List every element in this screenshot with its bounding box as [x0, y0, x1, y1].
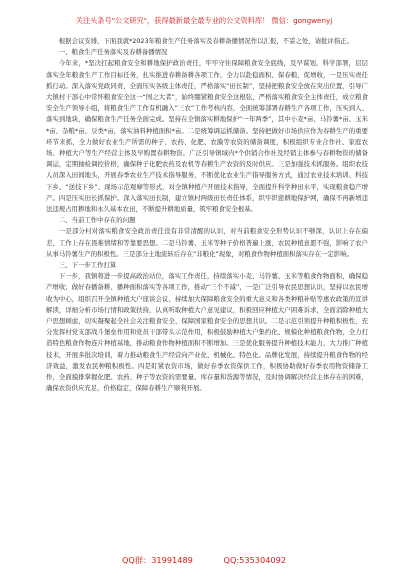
section-3-paragraph: 下一步，我镇将进一步提高政治站位，落实工作责任，持续落实小麦、马铃薯、玉米等粮食作物面积，确保稳产增收；做好春播备耕、播种面积落实等各项工作，推动“三个不减”，一是广泛引导农民思想认识，坚持以农民增收为中心，组织召开全镇种植大户座谈会议，持续加大保障粮食安全的重大意义和各类种粮补贴等惠农政策的宣讲解读，详细分析市场行情和政策扶持，认真听取种植大户意见建议，积极回应种植大户困难诉求，全面消除种植大户思想顾虑，切实凝聚起全社会关注粮食安全、保障国家粮食安全的思想共识。二是示范引领提升种粮积极性，充分发挥村党支部战斗堡垒作用和党员干部带头示范作用，积极鼓励种植大户集约化、规模化种植粮食作物，全力打造特色粮食作物连片种植基地，推动粮食作物种植面积不断增加。三是优化服务提升种植技术能力，大力推广种植技术，开展多批次培训，着力推动粮食生产经营向产业化、机械化、特色化、品牌化发展，持续提升粮食作物的经济效益，激发农民种粮积极性。四是盯紧农资市场，做好春季农资保供工作，积极协助做好春季农用物资储备工作，全面摸排掌握化肥、农药、种子等农资的需要量、库存量和货源等情况，及时协调解决经营主体存在的困难，确保农资供应充足，价格稳定，保障春耕生产顺利开展。 — [46, 272, 368, 393]
section-2-paragraph: 一是部分村对落实粮食安全政治责任没有非常清醒的认识，对当前粮食安全形势认识不够深，认识上存在偏差，工作上存在畏难情绪和等靠要思想。二是马铃薯、玉米等种子价格普遍上涨，农民种植意愿不强，影响了农户从事马铃薯生产的积极性。三是部分土地流转后存在“非粮化”现象，对粮食作物种植面积落实存在一定影响。 — [46, 227, 368, 258]
section-heading-1: 一、粮食生产任务落实及春耕备播情况 — [58, 48, 168, 57]
contact-footer — [0, 554, 408, 566]
qq-contact-text: QQ:535304092 — [223, 555, 287, 565]
qq-group-text: QQ群：31991489 — [121, 555, 193, 565]
section-heading-3: 三、下一步工作打算 — [58, 261, 117, 270]
promo-header: 关注头条号"公文研究"，获得最新最全最专业的公文资料库！ 微信：gongwenyj — [75, 16, 333, 25]
section-heading-2: 二、当前工作中存在的问题 — [58, 216, 136, 225]
intro-paragraph: 根据会议安排，下面我就*2023年粮食生产任务落实及春耕备播情况作以汇报，不妥之处，请批评指正。 — [58, 37, 354, 45]
section-1-paragraph: 今年来，*坚决扛起粮食安全和耕地保护政治责任，牢牢守住保障粮食安全底线，及早谋划，科学部署，层层落实全年粮食生产工作目标任务，扎实推进春耕备耕各项工作，全力以赴稳面积、保春粮、促增收，一是压实责任抓行动。深入落实党政同责，全面压实各级主体责任，严格落实“田长制”，坚持把粮食安全放在突出位置，引导广大镇村干部心中常怀粮食安全这一“国之大者”，始终绷紧粮食安全这根弦，严格落实粮食安全主体责任，成立粮食安全生产领导小组，将粮食生产工作有机融入“三农”工作考核内容，全面统筹部署春耕生产各项工作，压实到人、落实到地块，确保粮食生产任务全面完成。坚持在全镇落实耕地保护“一年两季”，其中小麦*亩、马铃薯*亩、玉米*亩、杂粮*亩、豆类*亩，落实油料种植面积*亩。二是统筹调运抓储备。坚持把做好市场供应作为春耕生产的重要环节来抓，全力做好农业生产所需的种子、农药、化肥、农膜等农资的储备调度，积极组织专业合作社、家庭农场、种植大户等生产经营主体及早购置春耕物资。广泛引导镇域内*个供销合作社及经销主体参与春耕物资的储备调运，定期抽检调控价格，确保种子化肥农药及农机等春耕生产农资的及时供应。三是加强技术抓服务。组织农技人员深入田间地头，开展春季农业生产技术指导服务，不断优化农业生产指导服务方式，通过农业技术培训、科技下乡、“送技下乡”、现场示范观摩等形式，对全镇种植户开展技术指导，全面提升科学种田水平，实现粮食稳产增产。四是压实田长抓保护。深入落实田长制，建立镇村两级田长责任体系，织牢织密耕地保护网，确保不再新增违法违规占用耕地和永久基本农田，不断提升耕地质量，筑牢粮食安全根基。 — [46, 59, 368, 214]
document-body — [46, 36, 368, 395]
